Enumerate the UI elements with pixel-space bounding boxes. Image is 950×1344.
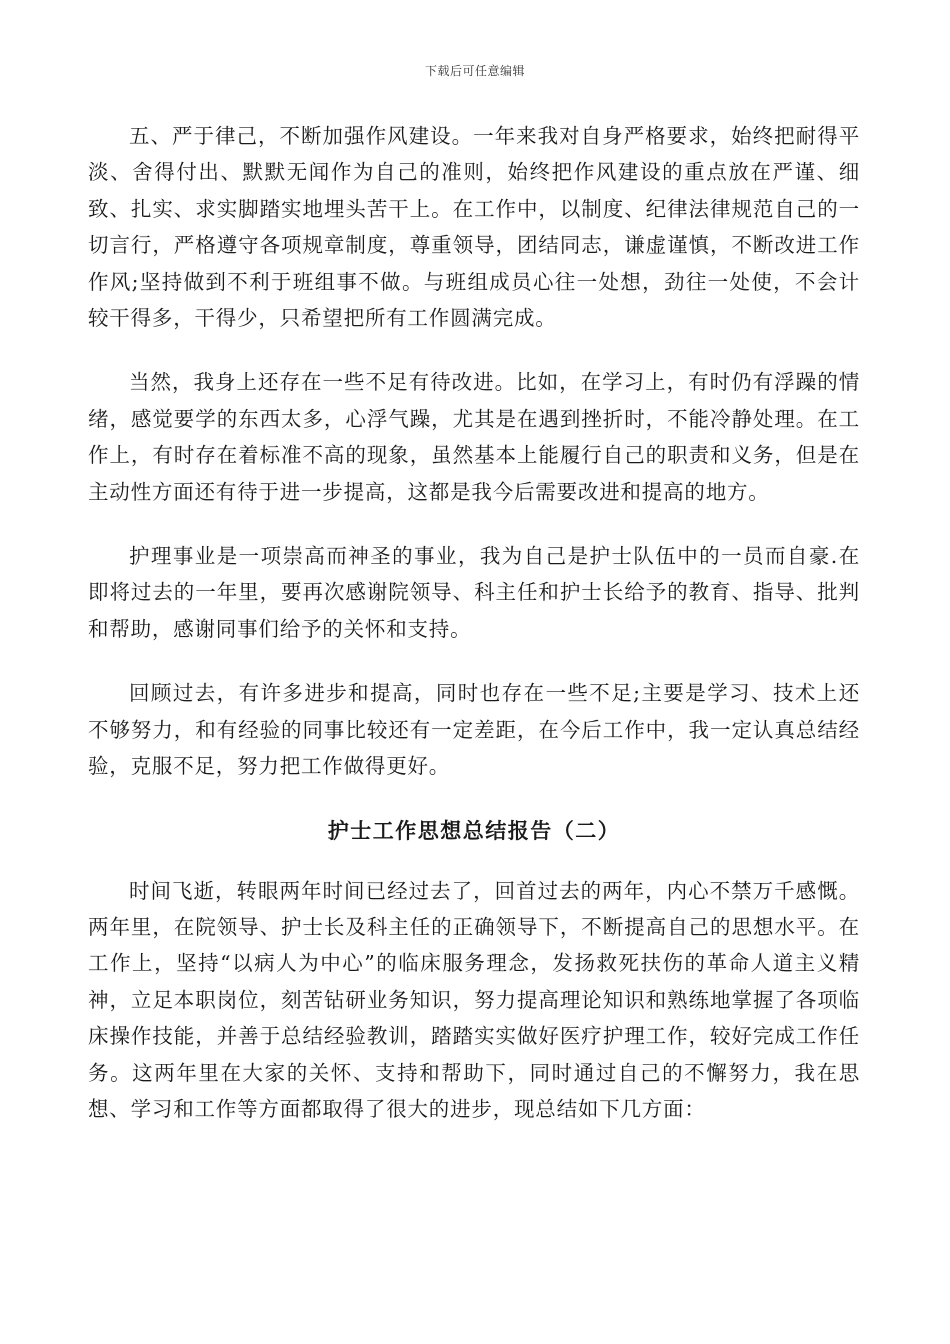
paragraph-review: 回顾过去，有许多进步和提高，同时也存在一些不足;主要是学习、技术上还不够努力，和有经验的同事比较还有一定差距，在今后工作中，我一定认真总结经验，克服不足，努力把工作做得更好。 (88, 681, 860, 779)
section-title: 护士工作思想总结报告（二） (327, 817, 621, 843)
paragraph-conduct: 五、严于律己，不断加强作风建设。一年来我对自身严格要求，始终把耐得平淡、舍得付出、默默无闻作为自己的准则，始终把作风建设的重点放在严谨、细致、扎实、求实脚踏实地埋头苦干上。在工作中，以制度、纪律法律规范自己的一切言行，严格遵守各项规章制度，尊重领导，团结同志，谦虚谨慎，不断改进工作作风;坚持做到不利于班组事不做。与班组成员心往一处想，劲往一处使，不会计较干得多，干得少，只希望把所有工作圆满完成。 (88, 124, 860, 331)
paragraph-shortcomings: 当然，我身上还存在一些不足有待改进。比如，在学习上，有时仍有浮躁的情绪，感觉要学的东西太多，心浮气躁，尤其是在遇到挫折时，不能冷静处理。在工作上，有时存在着标准不高的现象，虽然基本上能履行自己的职责和义务，但是在主动性方面还有待于进一步提高，这都是我今后需要改进和提高的地方。 (88, 370, 860, 504)
paragraph-gratitude: 护理事业是一项崇高而神圣的事业，我为自己是护士队伍中的一员而自豪.在即将过去的一年里，要再次感谢院领导、科主任和护士长给予的教育、指导、批判和帮助，感谢同事们给予的关怀和支持。 (88, 544, 860, 641)
paragraph-intro-two-years: 时间飞逝，转眼两年时间已经过去了，回首过去的两年，内心不禁万千感慨。 两年里，在院领导、护士长及科主任的正确领导下，不断提高自己的思想水平。在工作上，坚持“以病人为中心”的临床服务理念，发扬救死扶伤的革命人道主义精神，立足本职岗位，刻苦钻研业务知识，努力提高理论知识和熟练地掌握了各项临床操作技能，并善于总结经验教训，踏踏实实做好医疗护理工作，较好完成工作任务。这两年里在大家的关怀、支持和帮助下，同时通过自己的不懈努力，我在思想、学习和工作等方面都取得了很大的进步，现总结如下几方面： (88, 878, 860, 1121)
page-header: 下载后可任意编辑 (424, 64, 525, 78)
document-body (88, 118, 860, 1155)
